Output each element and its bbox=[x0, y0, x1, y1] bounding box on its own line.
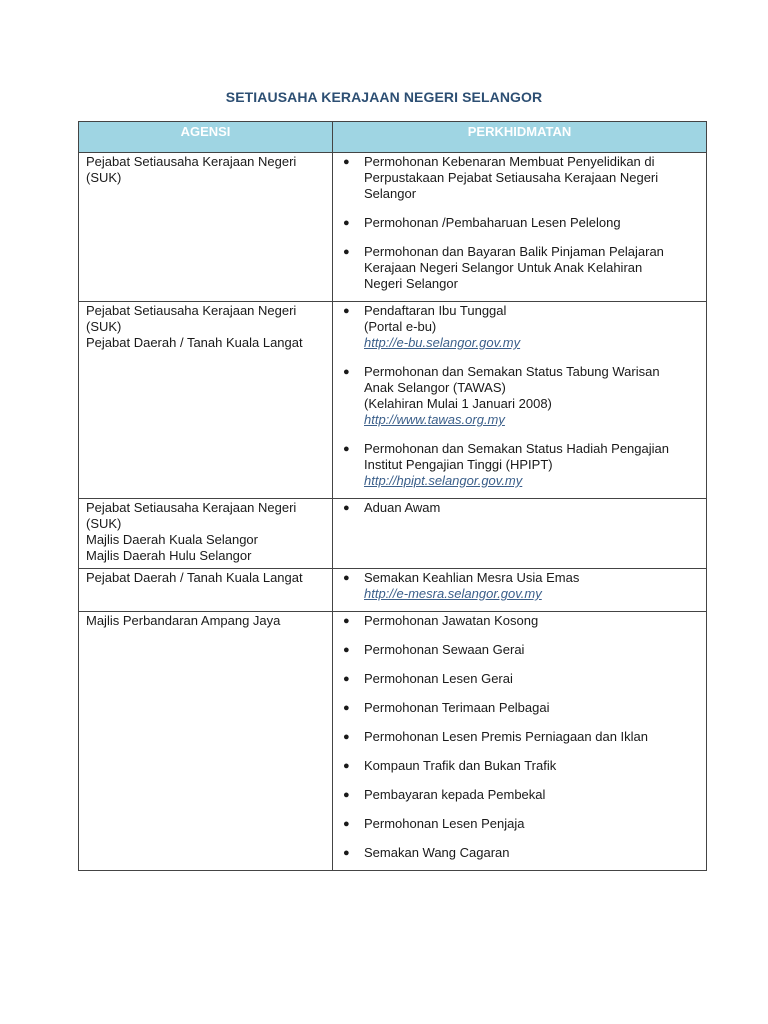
service-item bbox=[339, 215, 700, 231]
service-text: (Kelahiran Mulai 1 Januari 2008) bbox=[364, 396, 552, 411]
service-text: Pembayaran kepada Pembekal bbox=[364, 787, 546, 802]
agency-name: (SUK) bbox=[86, 170, 122, 185]
bullet-icon: ● bbox=[343, 644, 350, 656]
agency-name: Pejabat Setiausaha Kerajaan Negeri bbox=[86, 500, 297, 515]
service-text: Permohonan Lesen Premis Perniagaan dan Iklan bbox=[364, 729, 649, 744]
service-list bbox=[339, 500, 700, 516]
service-text: Permohonan Lesen Penjaja bbox=[364, 816, 525, 831]
service-item bbox=[339, 500, 700, 516]
service-text: Permohonan Lesen Gerai bbox=[364, 671, 513, 686]
bullet-icon: ● bbox=[343, 443, 350, 455]
services-table bbox=[78, 121, 707, 871]
service-item bbox=[339, 613, 700, 629]
agency-cell bbox=[79, 569, 333, 612]
agency-cell bbox=[79, 302, 333, 499]
service-cell bbox=[333, 569, 707, 612]
service-text: Semakan Wang Cagaran bbox=[364, 845, 510, 860]
service-text: Permohonan dan Semakan Status Hadiah Pengajian bbox=[364, 441, 669, 456]
service-link[interactable]: http://hpipt.selangor.gov.my bbox=[364, 473, 523, 488]
service-item bbox=[339, 364, 700, 428]
service-text: Permohonan Kebenaran Membuat Penyelidikan di bbox=[364, 154, 655, 169]
service-item bbox=[339, 816, 700, 832]
bullet-icon: ● bbox=[343, 673, 350, 685]
service-text: Permohonan Sewaan Gerai bbox=[364, 642, 525, 657]
service-link[interactable]: http://www.tawas.org.my bbox=[364, 412, 505, 427]
service-item bbox=[339, 700, 700, 716]
service-text: Anak Selangor (TAWAS) bbox=[364, 380, 506, 395]
agency-cell bbox=[79, 499, 333, 569]
agency-name: Majlis Daerah Kuala Selangor bbox=[86, 532, 258, 547]
bullet-icon: ● bbox=[343, 818, 350, 830]
bullet-icon: ● bbox=[343, 615, 350, 627]
bullet-icon: ● bbox=[343, 502, 350, 514]
table-row bbox=[79, 612, 707, 871]
bullet-icon: ● bbox=[343, 217, 350, 229]
table-row bbox=[79, 499, 707, 569]
service-text: (Portal e-bu) bbox=[364, 319, 437, 334]
service-cell bbox=[333, 499, 707, 569]
bullet-icon: ● bbox=[343, 366, 350, 378]
service-list bbox=[339, 303, 700, 489]
agency-name: Majlis Daerah Hulu Selangor bbox=[86, 548, 252, 563]
service-item bbox=[339, 758, 700, 774]
service-text: Permohonan Terimaan Pelbagai bbox=[364, 700, 550, 715]
service-text: Permohonan dan Semakan Status Tabung Warisan bbox=[364, 364, 660, 379]
service-item bbox=[339, 729, 700, 745]
service-item bbox=[339, 787, 700, 803]
agency-name: Pejabat Daerah / Tanah Kuala Langat bbox=[86, 335, 303, 350]
table-row bbox=[79, 302, 707, 499]
service-item bbox=[339, 570, 700, 602]
bullet-icon: ● bbox=[343, 702, 350, 714]
agency-name: Pejabat Daerah / Tanah Kuala Langat bbox=[86, 570, 303, 585]
service-item bbox=[339, 642, 700, 658]
bullet-icon: ● bbox=[343, 246, 350, 258]
bullet-icon: ● bbox=[343, 760, 350, 772]
service-item bbox=[339, 244, 700, 292]
service-cell bbox=[333, 153, 707, 302]
service-text: Aduan Awam bbox=[364, 500, 441, 515]
agency-name: (SUK) bbox=[86, 319, 122, 334]
service-text: Permohonan /Pembaharuan Lesen Pelelong bbox=[364, 215, 621, 230]
service-list bbox=[339, 613, 700, 861]
bullet-icon: ● bbox=[343, 847, 350, 859]
agency-name: Pejabat Setiausaha Kerajaan Negeri bbox=[86, 154, 297, 169]
agency-name: Majlis Perbandaran Ampang Jaya bbox=[86, 613, 281, 628]
agency-cell bbox=[79, 153, 333, 302]
bullet-icon: ● bbox=[343, 572, 350, 584]
table-header-row bbox=[79, 122, 707, 153]
service-text: Selangor bbox=[364, 186, 417, 201]
service-link[interactable]: http://e-bu.selangor.gov.my bbox=[364, 335, 521, 350]
service-list bbox=[339, 154, 700, 292]
bullet-icon: ● bbox=[343, 156, 350, 168]
bullet-icon: ● bbox=[343, 305, 350, 317]
bullet-icon: ● bbox=[343, 731, 350, 743]
table-body bbox=[79, 153, 707, 871]
service-text: Pendaftaran Ibu Tunggal bbox=[364, 303, 507, 318]
service-cell bbox=[333, 612, 707, 871]
bullet-icon: ● bbox=[343, 789, 350, 801]
table-row bbox=[79, 569, 707, 612]
service-text: Permohonan Jawatan Kosong bbox=[364, 613, 539, 628]
service-text: Semakan Keahlian Mesra Usia Emas bbox=[364, 570, 580, 585]
service-cell bbox=[333, 302, 707, 499]
service-text: Institut Pengajian Tinggi (HPIPT) bbox=[364, 457, 553, 472]
header-service: PERKHIDMATAN bbox=[333, 122, 707, 153]
service-text: Permohonan dan Bayaran Balik Pinjaman Pelajaran bbox=[364, 244, 664, 259]
service-text: Perpustakaan Pejabat Setiausaha Kerajaan Negeri bbox=[364, 170, 659, 185]
service-item bbox=[339, 154, 700, 202]
table-row bbox=[79, 153, 707, 302]
service-text: Kerajaan Negeri Selangor Untuk Anak Kelahiran bbox=[364, 260, 643, 275]
service-link[interactable]: http://e-mesra.selangor.gov.my bbox=[364, 586, 542, 601]
service-item bbox=[339, 441, 700, 489]
service-item bbox=[339, 303, 700, 351]
service-text: Kompaun Trafik dan Bukan Trafik bbox=[364, 758, 557, 773]
header-agency: AGENSI bbox=[79, 122, 333, 153]
agency-name: (SUK) bbox=[86, 516, 122, 531]
service-list bbox=[339, 570, 700, 602]
agency-name: Pejabat Setiausaha Kerajaan Negeri bbox=[86, 303, 297, 318]
page-title: SETIAUSAHA KERAJAAN NEGERI SELANGOR bbox=[225, 89, 543, 105]
service-item bbox=[339, 845, 700, 861]
agency-cell bbox=[79, 612, 333, 871]
service-item bbox=[339, 671, 700, 687]
service-text: Negeri Selangor bbox=[364, 276, 458, 291]
